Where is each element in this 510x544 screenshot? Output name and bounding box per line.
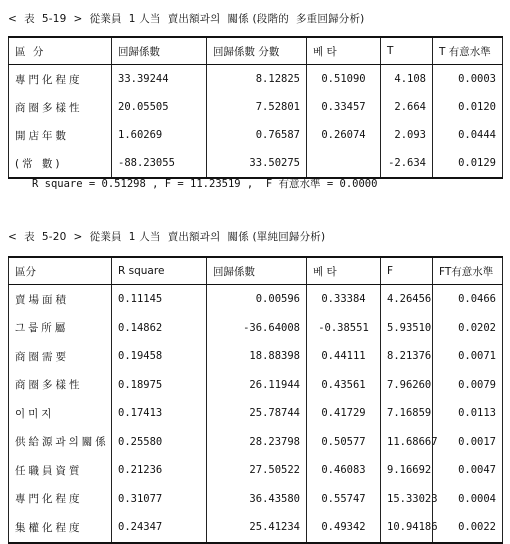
cell-beta: 0.50577 <box>307 428 381 457</box>
header-t-significance: T 有意水準 <box>433 37 503 65</box>
cell-r-square: 0.31077 <box>112 485 207 514</box>
cell-ft-significance: 0.0202 <box>433 314 503 343</box>
cell-t: 2.093 <box>381 121 433 149</box>
cell-beta: 0.33384 <box>307 285 381 314</box>
header-coefficient: 回歸係數 <box>207 257 307 285</box>
cell-r-square: 0.11145 <box>112 285 207 314</box>
cell-coefficient: -36.64008 <box>207 314 307 343</box>
cell-r-square: 0.25580 <box>112 428 207 457</box>
cell-f: 15.33023 <box>381 485 433 514</box>
cell-ft-significance: 0.0113 <box>433 399 503 428</box>
row-label: 開店年數 <box>9 121 112 149</box>
table-row <box>9 149 503 178</box>
table-row <box>9 65 503 94</box>
cell-ft-significance: 0.0047 <box>433 456 503 485</box>
header-coefficient: 回歸係數 <box>112 37 207 65</box>
cell-coefficient-variance: 7.52801 <box>207 93 307 121</box>
cell-f: 11.68667 <box>381 428 433 457</box>
cell-t-significance: 0.0444 <box>433 121 503 149</box>
cell-coefficient: 28.23798 <box>207 428 307 457</box>
row-label: 그룹所屬 <box>9 314 112 343</box>
row-label: 이미지 <box>9 399 112 428</box>
cell-coefficient-variance: 33.50275 <box>207 149 307 178</box>
table-row <box>9 428 503 457</box>
cell-beta: 0.49342 <box>307 513 381 543</box>
cell-beta: 0.46083 <box>307 456 381 485</box>
cell-r-square: 0.18975 <box>112 371 207 400</box>
cell-coefficient: 36.43580 <box>207 485 307 514</box>
table-row <box>9 371 503 400</box>
table-header-row <box>9 257 503 285</box>
cell-coefficient: 20.05505 <box>112 93 207 121</box>
table-row <box>9 121 503 149</box>
cell-coefficient: -88.23055 <box>112 149 207 178</box>
cell-t: -2.634 <box>381 149 433 178</box>
cell-coefficient: 18.88398 <box>207 342 307 371</box>
table-header-row <box>9 37 503 65</box>
cell-r-square: 0.19458 <box>112 342 207 371</box>
cell-coefficient: 25.41234 <box>207 513 307 543</box>
cell-beta <box>307 149 381 178</box>
cell-f: 7.96260 <box>381 371 433 400</box>
row-label: 專門化程度 <box>9 485 112 514</box>
cell-coefficient-variance: 0.76587 <box>207 121 307 149</box>
cell-beta: 0.26074 <box>307 121 381 149</box>
cell-f: 4.26456 <box>381 285 433 314</box>
header-ft-significance: FT有意水準 <box>433 257 503 285</box>
cell-f: 5.93510 <box>381 314 433 343</box>
cell-r-square: 0.21236 <box>112 456 207 485</box>
header-category: 區分 <box>9 257 112 285</box>
cell-coefficient-variance: 8.12825 <box>207 65 307 94</box>
cell-beta: 0.51090 <box>307 65 381 94</box>
table-5-19 <box>8 36 503 179</box>
cell-beta: 0.43561 <box>307 371 381 400</box>
cell-coefficient: 33.39244 <box>112 65 207 94</box>
header-beta: 베 타 <box>307 37 381 65</box>
header-coefficient-variance: 回歸係數 分數 <box>207 37 307 65</box>
cell-coefficient: 1.60269 <box>112 121 207 149</box>
table-row <box>9 456 503 485</box>
table-row <box>9 342 503 371</box>
row-label: 專門化程度 <box>9 65 112 94</box>
cell-coefficient: 0.00596 <box>207 285 307 314</box>
cell-t-significance: 0.0129 <box>433 149 503 178</box>
cell-coefficient: 27.50522 <box>207 456 307 485</box>
row-label: 任職員資質 <box>9 456 112 485</box>
cell-t: 4.108 <box>381 65 433 94</box>
cell-r-square: 0.24347 <box>112 513 207 543</box>
cell-f: 10.94186 <box>381 513 433 543</box>
cell-r-square: 0.17413 <box>112 399 207 428</box>
row-label: 賣場面積 <box>9 285 112 314</box>
header-r-square: R square <box>112 257 207 285</box>
row-label: 供給源과의關係 <box>9 428 112 457</box>
cell-ft-significance: 0.0071 <box>433 342 503 371</box>
row-label: 商圈需要 <box>9 342 112 371</box>
header-t: T <box>381 37 433 65</box>
table-row <box>9 314 503 343</box>
cell-f: 8.21376 <box>381 342 433 371</box>
regression-summary-note: R square = 0.51298 , F = 11.23519 , F 有意水準 = 0.0000 <box>32 178 378 190</box>
cell-f: 9.16692 <box>381 456 433 485</box>
cell-beta: 0.55747 <box>307 485 381 514</box>
table-row <box>9 485 503 514</box>
cell-ft-significance: 0.0017 <box>433 428 503 457</box>
cell-f: 7.16859 <box>381 399 433 428</box>
cell-ft-significance: 0.0079 <box>433 371 503 400</box>
header-beta: 베 타 <box>307 257 381 285</box>
header-category: 區 分 <box>9 37 112 65</box>
cell-t: 2.664 <box>381 93 433 121</box>
table-row <box>9 513 503 543</box>
table-5-20-caption: < 表 5-20 > 從業員 1 人当 賣出額과의 關係 (單純回歸分析) <box>8 231 326 243</box>
table-row <box>9 399 503 428</box>
row-label: (常 數) <box>9 149 112 178</box>
cell-beta: 0.44111 <box>307 342 381 371</box>
cell-t-significance: 0.0120 <box>433 93 503 121</box>
row-label: 商圈多樣性 <box>9 371 112 400</box>
header-f: F <box>381 257 433 285</box>
cell-beta: 0.33457 <box>307 93 381 121</box>
table-row <box>9 285 503 314</box>
table-row <box>9 93 503 121</box>
row-label: 商圈多樣性 <box>9 93 112 121</box>
cell-coefficient: 26.11944 <box>207 371 307 400</box>
cell-ft-significance: 0.0004 <box>433 485 503 514</box>
cell-ft-significance: 0.0466 <box>433 285 503 314</box>
cell-ft-significance: 0.0022 <box>433 513 503 543</box>
cell-r-square: 0.14862 <box>112 314 207 343</box>
cell-beta: 0.41729 <box>307 399 381 428</box>
cell-coefficient: 25.78744 <box>207 399 307 428</box>
table-5-19-caption: < 表 5-19 > 從業員 1 人当 賣出額과의 關係 (段階的 多重回歸分析) <box>8 13 365 25</box>
table-5-20 <box>8 256 503 544</box>
cell-beta: -0.38551 <box>307 314 381 343</box>
cell-t-significance: 0.0003 <box>433 65 503 94</box>
row-label: 集權化程度 <box>9 513 112 543</box>
